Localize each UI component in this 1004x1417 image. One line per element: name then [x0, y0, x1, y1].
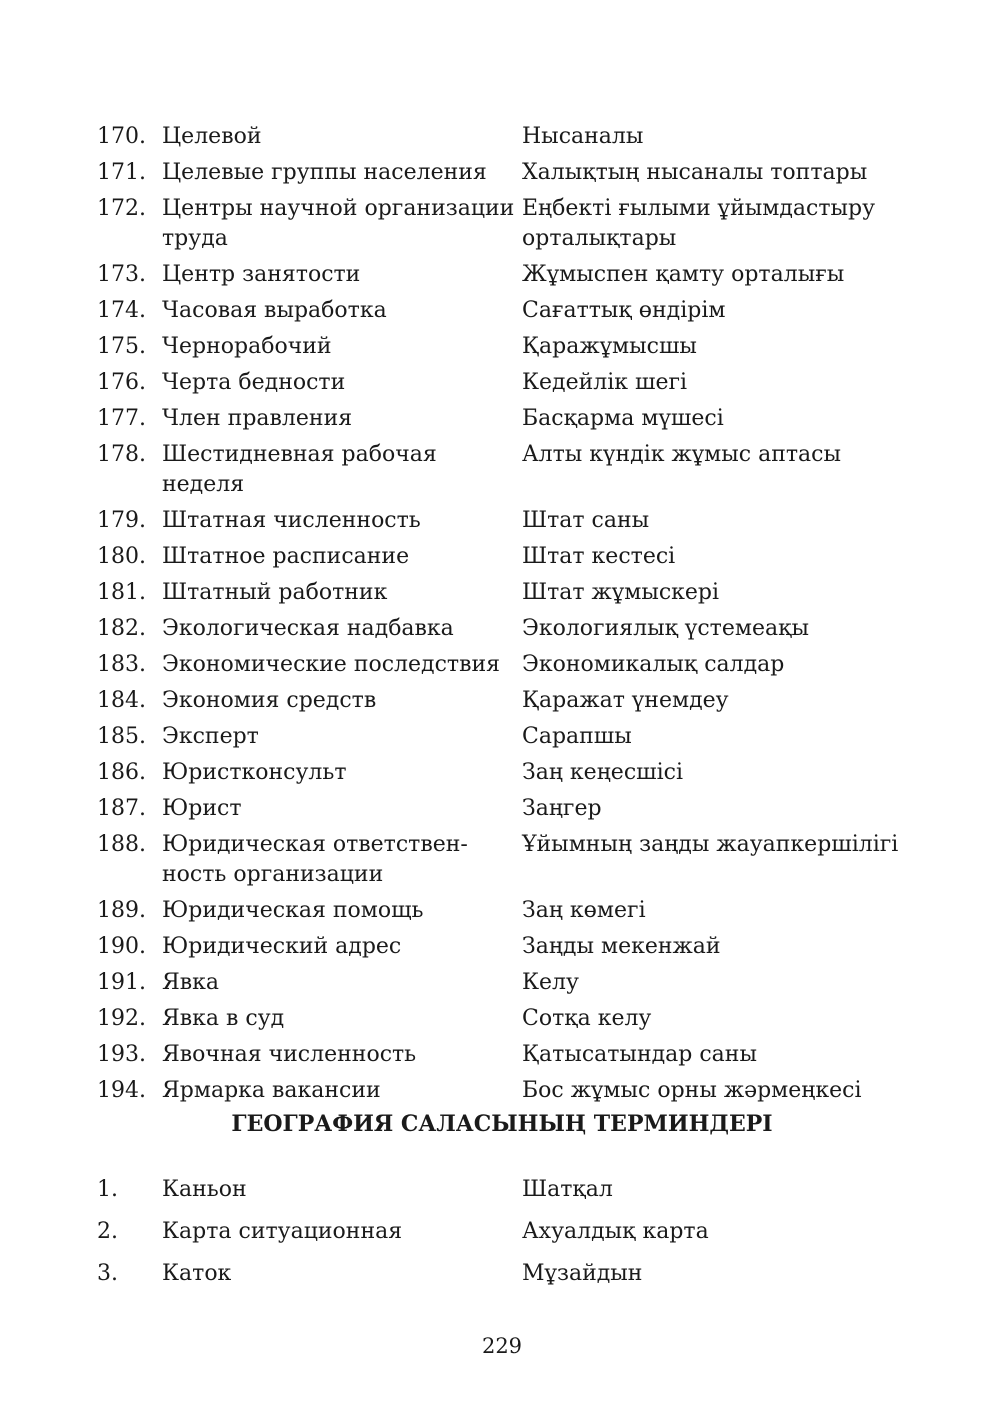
term-number: 2. [97, 1219, 118, 1244]
term-row [97, 332, 917, 362]
term-russian: Экологическая надбавка [162, 616, 454, 641]
term-russian: Карта ситуационная [162, 1219, 403, 1244]
term-number: 184. [97, 688, 146, 713]
term-row [97, 440, 917, 500]
term-number: 191. [97, 970, 146, 995]
term-row [97, 1259, 917, 1289]
term-kazakh: Бос жұмыс орны жәрмеңкесі [522, 1078, 862, 1103]
term-russian: Явка в суд [162, 1006, 285, 1031]
term-kazakh: Ахуалдық карта [522, 1219, 709, 1244]
term-russian: Явка [162, 970, 220, 995]
term-russian: Явочная численность [162, 1042, 417, 1067]
term-russian: Целевой [162, 124, 262, 149]
term-number: 182. [97, 616, 146, 641]
term-row [97, 722, 917, 752]
term-russian: Часовая выработка [162, 298, 387, 323]
term-number: 193. [97, 1042, 146, 1067]
term-kazakh: Сарапшы [522, 724, 632, 749]
term-row [97, 794, 917, 824]
term-number: 177. [97, 406, 146, 431]
term-kazakh: Шатқал [522, 1177, 613, 1202]
term-number: 178. [97, 442, 146, 467]
term-row [97, 260, 917, 290]
term-russian: Член правления [162, 406, 353, 431]
term-russian: Экономические последствия [162, 652, 501, 677]
term-row [97, 296, 917, 326]
term-row [97, 758, 917, 788]
term-row [97, 1217, 917, 1247]
term-number: 186. [97, 760, 146, 785]
term-row [97, 614, 917, 644]
term-kazakh: Мұзайдын [522, 1261, 643, 1286]
term-kazakh: Заңгер [522, 796, 602, 821]
term-kazakh: Экологиялық үстемеақы [522, 616, 809, 641]
term-number: 172. [97, 196, 146, 221]
term-number: 185. [97, 724, 146, 749]
term-row [97, 542, 917, 572]
term-russian: Черта бедности [162, 370, 346, 395]
term-list [97, 122, 917, 1112]
term-row [97, 1040, 917, 1070]
term-russian: Центр занятости [162, 262, 361, 287]
term-russian: Шестидневная рабочая неделя [162, 442, 437, 497]
term-number: 188. [97, 832, 146, 857]
term-russian: Юристконсульт [162, 760, 347, 785]
term-row [97, 506, 917, 536]
term-number: 170. [97, 124, 146, 149]
term-russian: Юридическая помощь [162, 898, 424, 923]
term-kazakh: Нысаналы [522, 124, 644, 149]
term-number: 179. [97, 508, 146, 533]
term-russian: Чернорабочий [162, 334, 332, 359]
term-row [97, 158, 917, 188]
term-row [97, 932, 917, 962]
term-row [97, 404, 917, 434]
term-row [97, 686, 917, 716]
term-kazakh: Штат жұмыскері [522, 580, 720, 605]
term-number: 192. [97, 1006, 146, 1031]
term-row [97, 650, 917, 680]
term-kazakh: Ұйымның заңды жауапкершілігі [522, 832, 899, 857]
term-russian: Ярмарка вакансии [162, 1078, 381, 1103]
term-number: 187. [97, 796, 146, 821]
geography-term-list [97, 1175, 917, 1301]
term-kazakh: Экономикалық салдар [522, 652, 785, 677]
term-number: 180. [97, 544, 146, 569]
term-row [97, 368, 917, 398]
term-russian: Юрист [162, 796, 242, 821]
term-russian: Штатная численность [162, 508, 421, 533]
term-number: 176. [97, 370, 146, 395]
term-kazakh: Еңбекті ғылыми ұйымдастыру орталықтары [522, 196, 876, 251]
term-row [97, 896, 917, 926]
term-kazakh: Заңды мекенжай [522, 934, 721, 959]
term-number: 194. [97, 1078, 146, 1103]
term-kazakh: Штат саны [522, 508, 650, 533]
term-number: 171. [97, 160, 146, 185]
term-row [97, 830, 917, 890]
term-row [97, 1175, 917, 1205]
term-kazakh: Келу [522, 970, 579, 995]
term-kazakh: Алты күндік жұмыс аптасы [522, 442, 841, 467]
term-russian: Центры научной организации труда [162, 196, 515, 251]
term-number: 173. [97, 262, 146, 287]
term-russian: Юридическая ответствен- ность организации [162, 832, 468, 887]
term-number: 1. [97, 1177, 118, 1202]
term-row [97, 1076, 917, 1106]
term-number: 175. [97, 334, 146, 359]
section-title: ГЕОГРАФИЯ САЛАСЫНЫҢ ТЕРМИНДЕРІ [231, 1111, 773, 1137]
page-number: 229 [481, 1334, 523, 1358]
term-row [97, 968, 917, 998]
term-kazakh: Сағаттық өндірім [522, 298, 726, 323]
term-number: 3. [97, 1261, 118, 1286]
term-russian: Штатное расписание [162, 544, 410, 569]
term-number: 183. [97, 652, 146, 677]
term-kazakh: Қаражұмысшы [522, 334, 697, 359]
term-row [97, 122, 917, 152]
term-russian: Каньон [162, 1177, 247, 1202]
term-number: 174. [97, 298, 146, 323]
term-number: 189. [97, 898, 146, 923]
term-kazakh: Қаражат үнемдеу [522, 688, 729, 713]
term-russian: Экономия средств [162, 688, 377, 713]
term-russian: Юридический адрес [162, 934, 402, 959]
term-kazakh: Штат кестесі [522, 544, 676, 569]
term-russian: Каток [162, 1261, 232, 1286]
term-row [97, 578, 917, 608]
term-row [97, 1004, 917, 1034]
term-kazakh: Заң көмегі [522, 898, 646, 923]
term-russian: Штатный работник [162, 580, 388, 605]
term-kazakh: Сотқа келу [522, 1006, 652, 1031]
term-kazakh: Басқарма мүшесі [522, 406, 724, 431]
term-number: 190. [97, 934, 146, 959]
term-kazakh: Кедейлік шегі [522, 370, 688, 395]
term-russian: Целевые группы населения [162, 160, 487, 185]
term-number: 181. [97, 580, 146, 605]
term-kazakh: Жұмыспен қамту орталығы [522, 262, 845, 287]
term-row [97, 194, 917, 254]
term-kazakh: Қатысатындар саны [522, 1042, 757, 1067]
term-kazakh: Заң кеңесшісі [522, 760, 683, 785]
term-russian: Эксперт [162, 724, 259, 749]
term-kazakh: Халықтың нысаналы топтары [522, 160, 868, 185]
